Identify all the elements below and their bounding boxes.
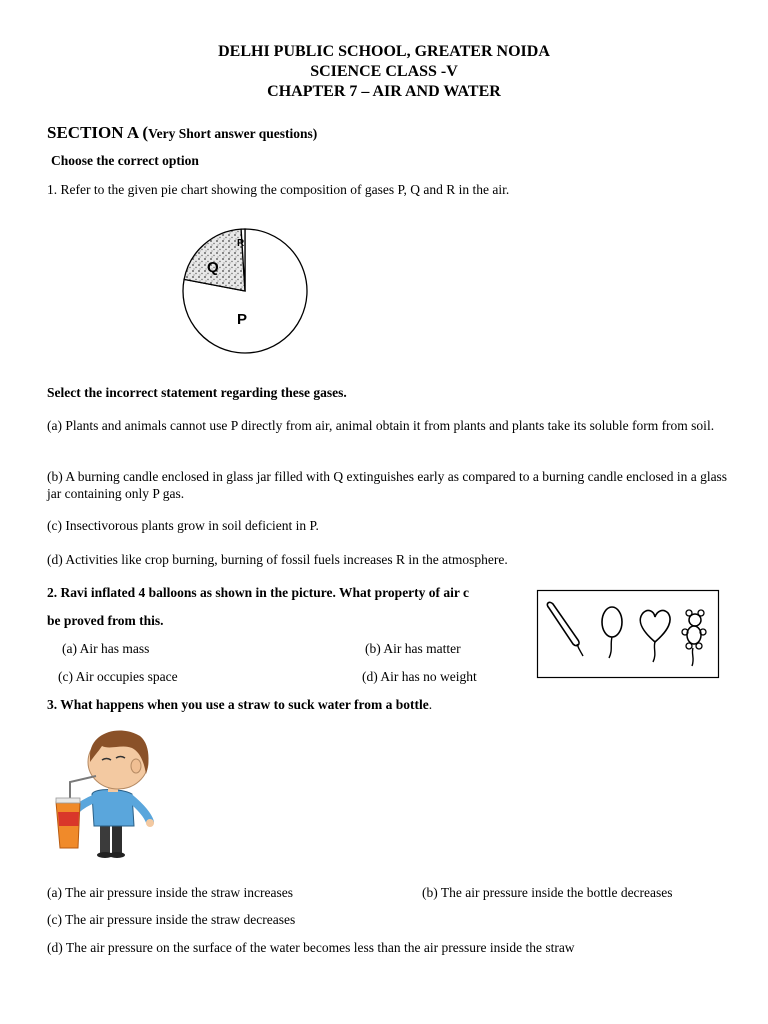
q3-option-c: (c) The air pressure inside the straw decreases bbox=[47, 912, 296, 927]
q3-period: . bbox=[428, 697, 433, 712]
chapter-title: CHAPTER 7 – AIR AND WATER bbox=[267, 83, 501, 100]
q2-option-b: (b) Air has matter bbox=[365, 641, 461, 656]
q2-option-a: (a) Air has mass bbox=[62, 641, 150, 656]
q1-option-d: (d) Activities like crop burning, burning of fossil fuels increases R in the atmosphere. bbox=[47, 552, 508, 567]
q1-prompt: Select the incorrect statement regarding these gases. bbox=[47, 385, 347, 400]
q3-option-a: (a) The air pressure inside the straw increases bbox=[47, 885, 294, 900]
q2-question-line2: be proved from this. bbox=[47, 613, 164, 628]
section-title: SECTION A ( bbox=[47, 123, 149, 142]
balloons-picture bbox=[537, 590, 719, 678]
pie-label-q: Q bbox=[207, 259, 219, 276]
q1-number: 1. bbox=[47, 182, 58, 197]
pie-label-r: R bbox=[237, 238, 245, 249]
q2-question-line1: 2. Ravi inflated 4 balloons as shown in the picture. What property of air c bbox=[47, 585, 470, 600]
q1-text: Refer to the given pie chart showing the composition of gases P, Q and R in the air. bbox=[60, 182, 510, 197]
pie-label-p: P bbox=[237, 311, 248, 328]
q1-option-c: (c) Insectivorous plants grow in soil deficient in P. bbox=[47, 518, 319, 533]
q3-question bbox=[47, 697, 432, 713]
q3-option-d: (d) The air pressure on the surface of the water becomes less than the air pressure inside the straw bbox=[47, 940, 575, 955]
q3-text: 3. What happens when you use a straw to suck water from a bottle bbox=[47, 697, 429, 712]
section-instruction: Choose the correct option bbox=[51, 153, 199, 168]
q2-option-c: (c) Air occupies space bbox=[58, 669, 178, 684]
q1-option-a: (a) Plants and animals cannot use P directly from air, animal obtain it from plants and plants take its soluble form from soil. bbox=[47, 418, 715, 433]
boy-drinking-illustration bbox=[50, 722, 165, 857]
school-title: DELHI PUBLIC SCHOOL, GREATER NOIDA bbox=[218, 43, 550, 60]
section-subtitle: Very Short answer questions) bbox=[148, 126, 318, 141]
q1-option-b: (b) A burning candle enclosed in glass jar filled with Q extinguishes early as compared to a burning candle enclosed in a glass jar containing only P gas. bbox=[47, 469, 728, 501]
q3-option-b: (b) The air pressure inside the bottle decreases bbox=[422, 885, 673, 900]
class-title: SCIENCE CLASS -V bbox=[310, 63, 458, 80]
q2-option-d: (d) Air has no weight bbox=[362, 669, 477, 684]
